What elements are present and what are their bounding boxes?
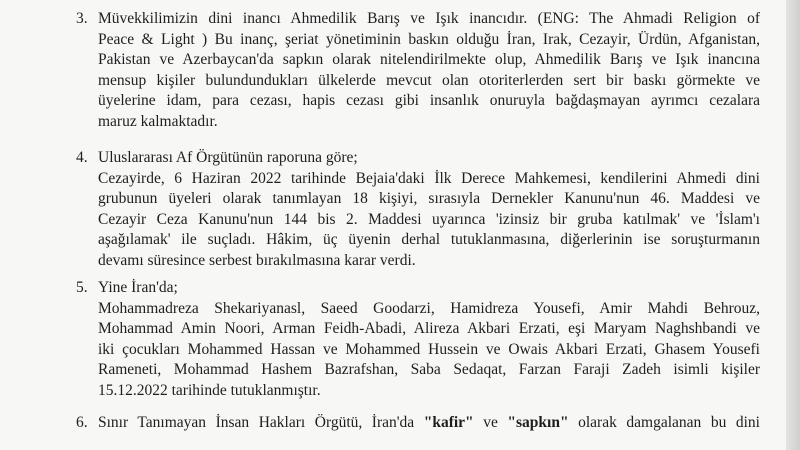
page-edge-shadow (786, 0, 800, 450)
paragraph-line: Cezayirde, 6 Haziran 2022 tarihinde Bejaia'daki İlk Derece Mahkemesi, kendilerini Ahmedi dini (98, 169, 760, 187)
paragraph-line: 15.12.2022 tarihinde tutuklanmıştır. (98, 381, 321, 399)
item-number: 5. (76, 279, 88, 296)
bold-term-kafir: "kafir" (423, 414, 474, 431)
paragraph-line: Mohammadreza Shekariyanasl, Saeed Goodarzi, Hamidreza Yousefi, Amir Mahdi Behrouz, (98, 299, 760, 317)
paragraph-line (98, 413, 760, 434)
paragraph-line: Peace & Light ) Bu inanç, şeriat yönetiminin baskın olduğu İran, Irak, Cezayir, Ürdün, Afganistan, (98, 30, 760, 48)
paragraph-line: grubunun üyeleri olarak tanımlayan 18 kişiyi, sırasıyla Dernekler Kanunu'nun 46. Maddesi ve (98, 190, 760, 207)
bold-term-sapkin: "sapkın" (507, 414, 569, 431)
paragraph-body (98, 148, 760, 271)
paragraph-item-4 (76, 148, 760, 271)
paragraph-line: üyelerine idam, para cezası, hapis cezası gibi insanlık onuruyla bağdaşmayan ayrımcı cezalara (98, 92, 760, 109)
paragraph-item-6 (76, 413, 760, 434)
paragraph-heading-line: Yine İran'da; (98, 279, 178, 296)
line-text: olarak damgalanan bu dini (568, 414, 760, 431)
item-number: 4. (76, 149, 88, 166)
item-number: 3. (76, 10, 88, 27)
paragraph-body (98, 9, 760, 132)
paragraph-body (98, 413, 760, 434)
paragraph-item-5 (76, 278, 760, 401)
item-number: 6. (76, 414, 88, 431)
paragraph-line: Rameneti, Mohammad Hashem Bazrafshan, Saba Sedaqat, Farzan Faraji Zadeh isimli kişiler (98, 361, 760, 378)
paragraph-line: devamı süresince serbest bırakılmasına karar verdi. (98, 251, 416, 269)
paragraph-item-3 (76, 9, 760, 132)
paragraph-line: Pakistan ve Azerbaycan'da sapkın olarak nitelendirilmekte olup, Ahmedilik Barış ve Işık inancına (98, 51, 760, 68)
paragraph-line: Müvekkilimizin dini inancı Ahmedilik Barış ve Işık inancıdır. (ENG: The Ahmadi Religion of (98, 10, 760, 27)
paragraph-line: aşağılamak' ile suçladı. Hâkim, üç üyenin derhal tutuklanmasına, diğerlerinin ise soruşturmanın (98, 231, 760, 248)
paragraph-line: mensup kişiler bulundundukları ülkelerde mevcut olan otoriterlerden sert bir baskı görmekte ve (98, 71, 760, 89)
line-text: ve (473, 414, 508, 431)
paragraph-body (98, 278, 760, 401)
line-text: Sınır Tanımayan İnsan Hakları Örgütü, İran'da (98, 414, 424, 431)
paragraph-line: Mohammad Amin Noori, Arman Feidh-Abadi, Alireza Akbari Erzati, eşi Maryam Naghshbandi ve (98, 320, 760, 337)
paragraph-line: maruz kalmaktadır. (98, 112, 218, 130)
paragraph-line: Cezayir Ceza Kanunu'nun 144 bis 2. Maddesi uyarınca 'izinsiz bir gruba katılmak' ve 'İslam'ı (98, 210, 760, 228)
paragraph-line: iki çocukları Mohammed Hassan ve Mohammed Hussein ve Owais Akbari Erzati, Ghasem Yousefi (98, 340, 760, 358)
paragraph-heading-line: Uluslararası Af Örgütünün raporuna göre; (98, 149, 358, 166)
